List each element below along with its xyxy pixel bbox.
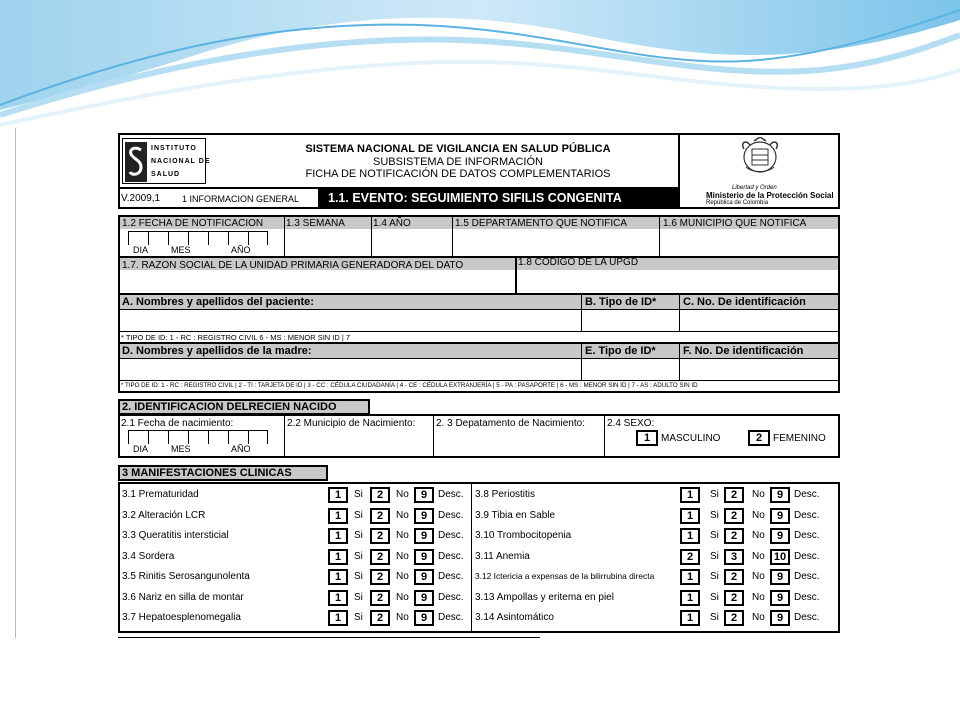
title-main: SISTEMA NACIONAL DE VIGILANCIA EN SALUD PÚBLICA: [305, 143, 611, 155]
ins-name-1: INSTITUTO: [151, 145, 197, 152]
option-si-box[interactable]: 1: [680, 487, 700, 503]
option-no-box[interactable]: 2: [724, 590, 744, 606]
divider: [581, 295, 582, 331]
madre-field[interactable]: [120, 360, 580, 379]
option-si-box[interactable]: 1: [680, 590, 700, 606]
option-no-label: No: [396, 571, 409, 582]
departamento-field[interactable]: [454, 231, 657, 255]
manifestation-label: 3.9 Tibia en Sable: [475, 510, 556, 521]
label-identificacion-c: C. No. De identificación: [683, 296, 806, 308]
title-sub: SUBSISTEMA DE INFORMACIÓN: [373, 156, 543, 168]
option-desc-box[interactable]: 9: [414, 610, 434, 626]
tipo-id-madre-field[interactable]: [583, 360, 678, 379]
option-no-label: No: [752, 551, 765, 562]
colombia-seal-icon: [736, 137, 784, 175]
option-si-box[interactable]: 2: [680, 549, 700, 565]
sexo-masculino-box[interactable]: 1: [636, 430, 658, 446]
option-no-box[interactable]: 2: [370, 549, 390, 565]
manifestation-label: 3.7 Hepatoesplenomegalia: [122, 612, 241, 623]
label-mes: MES: [171, 245, 191, 255]
option-si-box[interactable]: 1: [680, 528, 700, 544]
option-desc-label: Desc.: [794, 489, 820, 500]
manifestation-label: 3.12 Ictericia a expensas de la bilirrubina directa: [475, 571, 655, 581]
title-ficha: FICHA DE NOTIFICACIÓN DE DATOS COMPLEMENTARIOS: [305, 168, 611, 180]
option-si-box[interactable]: 1: [328, 508, 348, 524]
label-fecha-notificacion: 1.2 FECHA DE NOTIFICACION: [122, 218, 264, 229]
option-desc-label: Desc.: [438, 571, 464, 582]
option-si-box[interactable]: 1: [328, 549, 348, 565]
divider: [371, 217, 372, 257]
divider: [168, 430, 169, 444]
ano-field[interactable]: [373, 231, 450, 255]
option-desc-label: Desc.: [794, 592, 820, 603]
option-no-label: No: [752, 571, 765, 582]
option-desc-box[interactable]: 9: [414, 549, 434, 565]
divider: [148, 430, 149, 444]
option-si-label: Si: [710, 571, 719, 582]
option-si-box[interactable]: 1: [680, 569, 700, 585]
option-desc-label: Desc.: [794, 551, 820, 562]
option-no-box[interactable]: 2: [370, 528, 390, 544]
divider: [452, 217, 453, 257]
country-name: República de Colombia: [706, 200, 769, 206]
notification-form: [118, 133, 840, 633]
option-no-label: No: [396, 592, 409, 603]
manifestation-label: 3.5 Rinitis Serosangunolenta: [122, 571, 250, 582]
label-ano-date: AÑO: [231, 245, 251, 255]
option-desc-box[interactable]: 9: [770, 569, 790, 585]
divider: [168, 231, 169, 245]
ins-logo: [122, 138, 211, 184]
divider: [188, 231, 189, 245]
option-no-label: No: [752, 612, 765, 623]
label-mes-nac: MES: [171, 444, 191, 454]
divider: [659, 217, 660, 257]
fecha-nacimiento-field[interactable]: [128, 430, 268, 444]
note-tipo-id-madre: * TIPO DE ID: 1 - RC : REGISTRO CIVIL | 2 - TI : TARJETA DE ID | 3 - CC : CÉDULA CIUDADANÍA | 4 - CE : CÉDULA EXTRANJERÍA | 5 - PA : PASAPORTE | 6 - MS : MENOR SIN ID | 7 - AS : ADULTO SIN ID: [121, 382, 698, 389]
option-desc-box[interactable]: 9: [770, 487, 790, 503]
option-desc-label: Desc.: [794, 612, 820, 623]
divider: [471, 484, 472, 631]
option-si-label: Si: [710, 612, 719, 623]
label-codigo-upgd: 1.8 CODIGO DE LA UPGD: [518, 257, 639, 268]
divider: [120, 380, 838, 381]
label-departamento: 1.5 DEPARTAMENTO QUE NOTIFICA: [455, 218, 628, 229]
codigo-upgd-field[interactable]: [518, 272, 837, 292]
event-title: 1.1. EVENTO: SEGUIMIENTO SIFILIS CONGENITA: [328, 191, 622, 205]
manifestation-label: 3.4 Sordera: [122, 551, 175, 562]
label-semana: 1.3 SEMANA: [286, 218, 345, 229]
option-si-label: Si: [710, 551, 719, 562]
header-titles: [238, 143, 678, 180]
option-desc-label: Desc.: [794, 510, 820, 521]
label-municipio-nacimiento: 2.2 Municipio de Nacimiento:: [287, 418, 416, 429]
label-razon-social: 1.7. RAZON SOCIAL DE LA UNIDAD PRIMARIA GENERADORA DEL DATO: [122, 260, 464, 271]
general-label: 1 INFORMACION GENERAL: [182, 194, 300, 204]
label-fecha-nacimiento: 2.1 Fecha de nacimiento:: [121, 418, 234, 429]
newborn-title: 2. IDENTIFICACION DELRECIEN NACIDO: [122, 401, 337, 413]
label-sexo: 2.4 SEXO:: [607, 418, 655, 429]
divider: [515, 256, 517, 294]
option-desc-box[interactable]: 10: [770, 549, 790, 565]
header-wave-decoration: [0, 0, 960, 130]
manifestation-label: 3.8 Periostitis: [475, 489, 536, 500]
option-desc-label: Desc.: [438, 489, 464, 500]
option-no-label: No: [752, 592, 765, 603]
ministry-block: [682, 135, 838, 207]
label-tipo-id-b: B. Tipo de ID*: [585, 296, 657, 308]
divider: [120, 309, 838, 310]
option-desc-box[interactable]: 9: [414, 590, 434, 606]
option-no-label: No: [396, 612, 409, 623]
option-no-label: No: [752, 530, 765, 541]
option-no-box[interactable]: 2: [724, 569, 744, 585]
option-no-box[interactable]: 2: [370, 487, 390, 503]
option-si-label: Si: [354, 489, 363, 500]
option-desc-box[interactable]: 9: [414, 508, 434, 524]
option-si-label: Si: [354, 571, 363, 582]
label-paciente: A. Nombres y apellidos del paciente:: [122, 296, 314, 308]
divider: [284, 416, 285, 456]
option-no-label: No: [396, 489, 409, 500]
fecha-notificacion-field[interactable]: [128, 231, 268, 245]
label-dia: DIA: [133, 245, 149, 255]
option-desc-label: Desc.: [438, 592, 464, 603]
divider: [248, 231, 249, 245]
divider: [120, 331, 838, 332]
footer-line: [118, 637, 540, 638]
option-no-box[interactable]: 2: [724, 508, 744, 524]
divider: [604, 416, 605, 456]
label-identificacion-f: F. No. De identificación: [683, 345, 804, 357]
option-si-box[interactable]: 1: [328, 528, 348, 544]
option-no-label: No: [752, 489, 765, 500]
option-desc-box[interactable]: 9: [770, 528, 790, 544]
option-si-label: Si: [354, 612, 363, 623]
ins-name-3: SALUD: [151, 171, 181, 178]
option-si-label: Si: [710, 530, 719, 541]
option-no-box[interactable]: 2: [724, 610, 744, 626]
option-desc-label: Desc.: [438, 510, 464, 521]
option-desc-box[interactable]: 9: [414, 528, 434, 544]
municipio-nacimiento-field[interactable]: [286, 430, 431, 455]
manifestation-label: 3.10 Trombocitopenia: [475, 530, 572, 541]
option-si-box[interactable]: 1: [328, 610, 348, 626]
option-desc-box[interactable]: 9: [770, 610, 790, 626]
option-no-box[interactable]: 2: [370, 569, 390, 585]
identificacion-madre-field[interactable]: [681, 360, 837, 379]
option-si-label: Si: [354, 551, 363, 562]
option-desc-label: Desc.: [794, 571, 820, 582]
label-madre: D. Nombres y apellidos de la madre:: [122, 345, 312, 357]
version-label: V.2009,1: [121, 193, 161, 204]
option-desc-box[interactable]: 9: [770, 508, 790, 524]
option-desc-label: Desc.: [438, 530, 464, 541]
option-no-label: No: [396, 530, 409, 541]
option-si-box[interactable]: 1: [328, 569, 348, 585]
option-desc-label: Desc.: [438, 551, 464, 562]
option-si-box[interactable]: 1: [680, 508, 700, 524]
option-no-label: No: [752, 510, 765, 521]
manifestation-label: 3.14 Asintomático: [475, 612, 554, 623]
divider: [228, 430, 229, 444]
divider: [581, 344, 582, 380]
label-tipo-id-e: E. Tipo de ID*: [585, 345, 656, 357]
divider: [208, 231, 209, 245]
departamento-nacimiento-field[interactable]: [435, 430, 602, 455]
divider: [188, 430, 189, 444]
municipio-field[interactable]: [661, 231, 837, 255]
manifestation-label: 3.6 Nariz en silla de montar: [122, 592, 244, 603]
semana-field[interactable]: [286, 231, 369, 255]
paciente-field[interactable]: [120, 311, 580, 330]
option-desc-label: Desc.: [794, 530, 820, 541]
option-si-label: Si: [710, 592, 719, 603]
ins-logo-icon: [125, 142, 147, 182]
option-no-box[interactable]: 2: [724, 487, 744, 503]
option-no-box[interactable]: 2: [370, 610, 390, 626]
clinical-title: 3 MANIFESTACIONES CLINICAS: [122, 467, 292, 479]
divider: [228, 231, 229, 245]
divider: [248, 430, 249, 444]
manifestation-label: 3.1 Prematuridad: [122, 489, 199, 500]
option-si-label: Si: [710, 510, 719, 521]
option-si-label: Si: [710, 489, 719, 500]
sexo-femenino-box[interactable]: 2: [748, 430, 770, 446]
option-no-box[interactable]: 2: [370, 508, 390, 524]
manifestation-label: 3.2 Alteración LCR: [122, 510, 206, 521]
divider: [208, 430, 209, 444]
divider: [148, 231, 149, 245]
option-si-box[interactable]: 1: [328, 487, 348, 503]
label-femenino: FEMENINO: [773, 433, 826, 444]
option-desc-box[interactable]: 9: [414, 569, 434, 585]
option-si-label: Si: [354, 530, 363, 541]
option-desc-box[interactable]: 9: [414, 487, 434, 503]
tipo-id-paciente-field[interactable]: [583, 311, 678, 330]
divider: [679, 344, 680, 380]
option-no-box[interactable]: 3: [724, 549, 744, 565]
label-municipio: 1.6 MUNICIPIO QUE NOTIFICA: [663, 218, 807, 229]
divider: [284, 217, 285, 257]
divider: [679, 295, 680, 331]
label-departamento-nacimiento: 2. 3 Depatamento de Nacimiento:: [436, 418, 585, 429]
option-no-label: No: [396, 510, 409, 521]
seal-caption: Libertad y Orden: [732, 185, 777, 191]
label-dia-nac: DIA: [133, 444, 149, 454]
option-desc-label: Desc.: [438, 612, 464, 623]
option-si-box[interactable]: 1: [680, 610, 700, 626]
razon-social-field[interactable]: [120, 272, 514, 292]
option-no-box[interactable]: 2: [724, 528, 744, 544]
option-si-box[interactable]: 1: [328, 590, 348, 606]
label-masculino: MASCULINO: [661, 433, 721, 444]
ministry-name: Ministerio de la Protección Social: [706, 191, 834, 200]
option-no-label: No: [396, 551, 409, 562]
manifestation-label: 3.13 Ampollas y eritema en piel: [475, 592, 614, 603]
divider: [120, 358, 838, 359]
manifestation-label: 3.3 Queratitis intersticial: [122, 530, 229, 541]
ins-name-2: NACIONAL DE: [151, 158, 211, 165]
label-ano: 1.4 AÑO: [373, 218, 411, 229]
divider: [433, 416, 434, 456]
option-si-label: Si: [354, 592, 363, 603]
manifestation-label: 3.11 Anemia: [475, 551, 530, 562]
option-desc-box[interactable]: 9: [770, 590, 790, 606]
note-tipo-id-paciente: * TIPO DE ID: 1 - RC : REGISTRO CIVIL 6 - MS : MENOR SIN ID | 7: [121, 333, 351, 342]
label-ano-nac: AÑO: [231, 444, 251, 454]
identificacion-paciente-field[interactable]: [681, 311, 837, 330]
option-no-box[interactable]: 2: [370, 590, 390, 606]
option-si-label: Si: [354, 510, 363, 521]
